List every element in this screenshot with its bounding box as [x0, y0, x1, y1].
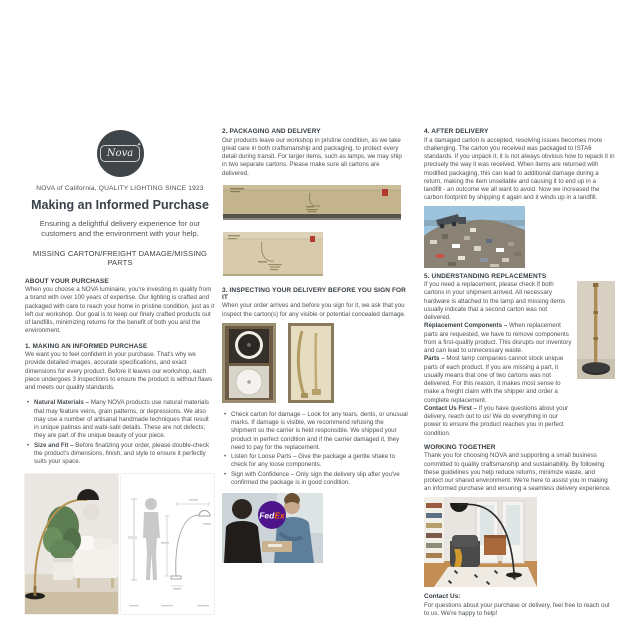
- rug: [434, 567, 537, 587]
- run-in-text: Most lamp companies cannot stock unique parts of each product. If you are missing a part, it usually means that one of two cartons was not delivered. For this reason, it makes most sense to make a freight claim with the shipper and order a complete replacement.: [424, 355, 564, 404]
- replacements-parts: [424, 355, 572, 405]
- bullet-sign-confidence: [231, 471, 408, 488]
- svg-text:FedEx: FedEx: [259, 510, 285, 521]
- open-carton-rods-photo: [288, 323, 334, 403]
- lifestyle-lamp-photo: [25, 474, 118, 614]
- page-subtitle: Ensuring a delightful delivery experience for our customers and the environment with your help.: [39, 219, 201, 239]
- bullet-title: Listen for Loose Parts –: [231, 453, 297, 460]
- run-in-title: Parts –: [424, 355, 445, 363]
- section-after-body: If a damaged carton is accepted, resolving issues becomes more challenging. The carton you received was packaged to ISTA6 standards. If you unpack it, it is not always obvious how to repack it in precisely the way it was received. When items are returned with modified packaging, this can lead to additional damage during a return, making the item unsellable and causing it to end up in a landfill - an outcome we all want to avoid. Now we increased the carbon footprint by shipping it again and it winds up in a landfill.: [424, 136, 615, 202]
- bullet-title: Size and Fit –: [34, 441, 74, 449]
- section-about-heading: ABOUT YOUR PURCHASE: [25, 277, 109, 285]
- section-about-body: When you choose a NOVA luminaire, you're investing in quality from a brand with over 100 years of expertise. Our lighting is crafted and packaged with care to reach your home in pristine condition, just as it left our workshop. Our goal is to keep our finely crafted products out of landfills, minimizing returns for the benefit of both you and the environment.: [25, 286, 215, 335]
- left-column: [25, 130, 215, 614]
- section-working-heading: WORKING TOGETHER: [424, 443, 496, 451]
- bullet-natural-materials: [34, 399, 215, 440]
- bullet-text: Before finalizing your order, please double-check the product's dimensions, finish, and style to ensure it perfectly suits your space.: [34, 441, 210, 465]
- brand-tagline: NOVA of California, QUALITY LIGHTING SINCE 1923: [36, 185, 204, 192]
- lamp-pole-photo: [577, 281, 615, 379]
- section-replacements-heading: 5. UNDERSTANDING REPLACEMENTS: [424, 272, 547, 280]
- bullet-text: Give the package a gentle shake to check for any loose components.: [231, 453, 396, 469]
- section-inspecting-heading: 3. INSPECTING YOUR DELIVERY BEFORE YOU SIGN FOR IT: [222, 286, 406, 301]
- bullet-text: Only sign the delivery slip after you've confirmed the package is in good condition.: [231, 470, 400, 486]
- section-informed-heading: 1. MAKING AN INFORMED PURCHASE: [25, 342, 148, 350]
- bullet-size-and-fit: [34, 442, 215, 467]
- bullet-title: Natural Materials –: [34, 399, 90, 407]
- fedex-logo: [258, 501, 286, 529]
- run-in-text: If you have questions about your delivery, reach out to us! We do everything in our power to ensure the product reaches you in perfect condition.: [424, 404, 569, 437]
- section-working-body: Thank you for choosing NOVA and supporting a small business committed to quality craftsmanship and sustainability. By following these guidelines you help reduce returns, minimize waste, and protect our shared environment. We're here to assist you in making an informed purchase and ensuring a seamless delivery experience.: [424, 452, 612, 493]
- section-packaging-heading: 2. PACKAGING AND DELIVERY: [222, 128, 321, 135]
- run-in-text: When replacement parts are requested, we have to remove components from a first-quality product. This disrupts our inventory and can lead to unnecessary waste.: [424, 322, 572, 354]
- bullet-check-carton: [231, 411, 408, 452]
- bookshelf: [424, 497, 444, 563]
- section-packaging-body: Our products leave our workshop in pristine condition, as we take great care in both craftsmanship and packaging, to protect every detail during transit. For larger items, such as lamps, we may ship in two separate cartons. Please make sure all cartons are delivered.: [222, 136, 402, 177]
- living-room-photo: [424, 497, 537, 587]
- logo-text: Nova: [106, 148, 134, 159]
- contact-heading: Contact Us:: [424, 592, 461, 600]
- bullet-title: Check carton for damage –: [231, 410, 306, 418]
- carton-red-mark: [382, 189, 388, 196]
- carton-red-mark: [310, 236, 315, 242]
- topics-line: MISSING CARTON/FREIGHT DAMAGE/MISSING PARTS: [32, 248, 208, 267]
- fedex-delivery-photo: [222, 493, 323, 563]
- run-in-title: Replacement Components –: [424, 322, 508, 330]
- bullet-title: Sign with Confidence –: [231, 470, 295, 478]
- replacements-intro: If you need a replacement, please check if both cartons in your shipment arrived. All necessary hardware is attached to the lamp and missing items usually indicate that a second carton was not delivered.: [424, 281, 566, 321]
- open-carton-base-photo: [222, 323, 276, 403]
- replacements-components: [424, 322, 572, 355]
- bullet-text: Many NOVA products use natural materials that may feature veins, grain patterns, or depressions. We also may use a number of artisanal handmade techniques that result in unique patinas and wabi-sabi details. These are not defects; they are part of the unique beauty of your piece.: [34, 399, 209, 440]
- contact-body: For questions about your purchase or delivery, feel free to reach out to us. We're happy to help!: [424, 601, 610, 617]
- dimension-diagram: [121, 474, 214, 614]
- logo-star-icon: ✦: [136, 142, 142, 148]
- nova-logo-icon: [97, 130, 144, 177]
- section-after-heading: 4. AFTER DELIVERY: [424, 128, 489, 135]
- inspecting-bullet-list: [222, 411, 408, 487]
- carton-photo-large: [222, 185, 402, 221]
- middle-column: [222, 128, 408, 563]
- run-in-title: Contact Us First –: [424, 404, 477, 412]
- landfill-photo: [424, 206, 525, 268]
- right-column: [424, 128, 615, 618]
- bullet-listen-loose-parts: [231, 453, 408, 470]
- page-title: Making an Informed Purchase: [31, 198, 209, 212]
- bullet-text: Look for any tears, dents, or unusual marks. If damage is visible, we recommend refusing the shipment so the carrier is held responsible. We shipped your product in perfect condition and if the carrier damaged it, they need to pay for the replacement.: [231, 410, 408, 451]
- replacements-contact-first: [424, 405, 572, 438]
- section-inspecting-body: When your order arrives and before you sign for it, we ask that you inspect the carton(s) for any visible or potential concealed damage.: [222, 302, 406, 318]
- section-informed-body: We want you to feel confident in your purchase. That's why we provide detailed images, accurate specifications, and exact dimensions for every product. Before it leaves our workshop, each piece undergoes 3 inspections to ensure the product is without flaws and meets our quality standards.: [25, 351, 213, 391]
- carton-photo-small: [222, 231, 324, 277]
- informed-bullet-list: [25, 399, 215, 466]
